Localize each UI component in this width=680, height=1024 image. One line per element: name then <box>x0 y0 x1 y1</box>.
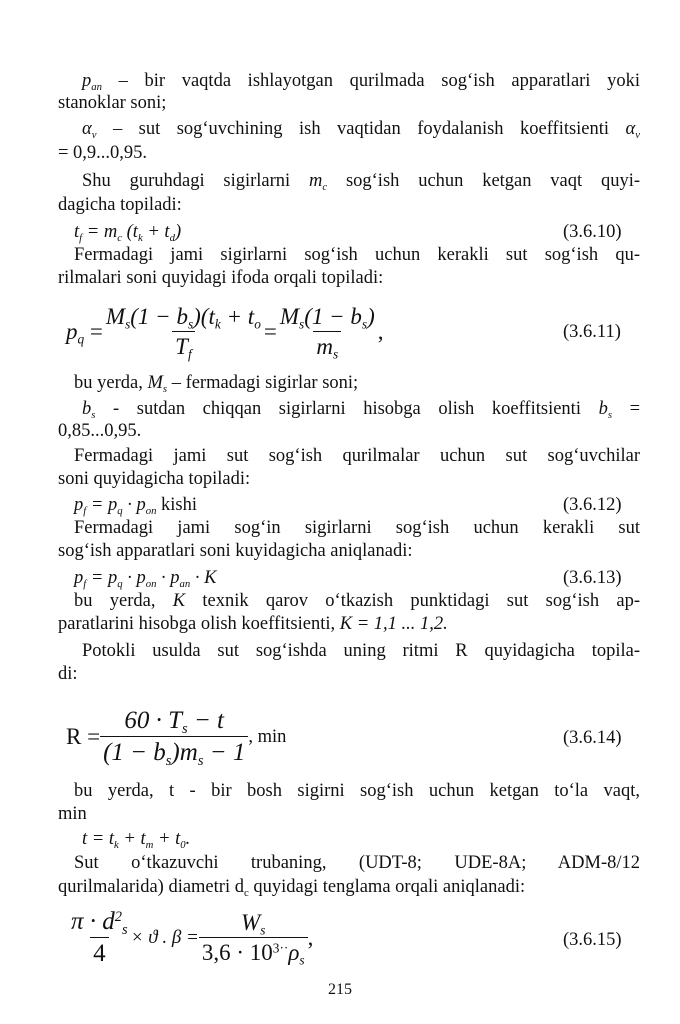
symbol: ρ <box>288 940 300 965</box>
text-line <box>82 70 640 92</box>
symbol: (t <box>122 222 138 242</box>
symbol: + t <box>142 222 170 242</box>
symbol: 3,6 · 10 <box>201 940 273 965</box>
symbol: t = t <box>82 829 115 849</box>
subscript: s <box>122 922 128 939</box>
symbol: · K <box>190 568 217 588</box>
equation-3-6-10 <box>74 221 640 243</box>
symbol: · p <box>122 495 146 515</box>
subscript: s <box>607 408 612 421</box>
subscript: s <box>182 721 188 738</box>
equation-number: (3.6.11) <box>563 322 621 342</box>
symbol: M <box>147 373 163 393</box>
subscript: f <box>79 231 83 244</box>
operator: = <box>84 319 103 344</box>
text: – bir vaqtda ishlayotgan qurilmada sog‘ish apparatlari yoki <box>101 71 640 91</box>
equation-number: (3.6.13) <box>563 568 622 588</box>
symbol: π · d <box>71 908 115 935</box>
subscript: q <box>117 504 123 517</box>
text: Shu guruhdagi sigirlarni <box>82 171 309 191</box>
text: bu yerda, <box>74 373 148 393</box>
text-line: min <box>58 804 87 824</box>
symbol: b <box>598 399 608 419</box>
symbol: + t <box>220 304 255 329</box>
symbol: (1 − b <box>304 304 362 329</box>
denominator: 4 <box>90 937 109 968</box>
subscript: d <box>169 231 175 244</box>
symbol: (1 − b <box>103 739 166 766</box>
symbol: − 1 <box>203 739 246 766</box>
subscript: an <box>179 577 191 590</box>
subscript: on <box>145 577 157 590</box>
equation-number: (3.6.12) <box>563 495 622 515</box>
symbol: α <box>625 119 636 139</box>
symbol: R = <box>66 724 101 749</box>
subscript: m <box>145 838 154 851</box>
subscript: s <box>333 346 339 362</box>
text-line: dagicha topiladi: <box>58 195 182 215</box>
subscript: f <box>83 577 87 590</box>
fraction <box>68 908 131 968</box>
subscript: c <box>243 886 249 899</box>
text: texnik qarov o‘tkazish punktidagi sut sog‘ish ap- <box>185 591 640 611</box>
subscript: s <box>91 408 96 421</box>
symbol: T <box>175 334 188 359</box>
subscript: an <box>91 80 102 93</box>
symbol: t <box>74 222 80 242</box>
equation-number: (3.6.10) <box>563 222 622 242</box>
superscript: 2 <box>114 909 123 926</box>
symbol: m <box>316 334 334 359</box>
denominator <box>199 937 308 966</box>
text: - sutdan chiqqan sigirlarni hisobga olish koeffitsienti <box>95 399 599 419</box>
subscript: s <box>125 316 131 332</box>
equation-3-6-15 <box>68 902 313 974</box>
symbol: · p <box>122 568 146 588</box>
symbol: p <box>74 495 84 515</box>
text: quyidagi tenglama orqali aniqlanadi: <box>248 877 526 897</box>
fraction <box>199 910 308 966</box>
subscript: s <box>165 753 172 770</box>
numerator <box>277 304 378 331</box>
symbol: K <box>172 591 186 611</box>
text: qurilmalarida) diametri d <box>58 877 244 897</box>
text: kishi <box>156 495 198 515</box>
punctuation: , <box>307 925 314 950</box>
symbol: α <box>82 119 92 139</box>
subscript: s <box>187 316 194 332</box>
numerator <box>103 304 264 331</box>
text-line: Fermadagi jami sut sog‘ish qurilmalar uchun sut sog‘uvchilar <box>74 446 640 466</box>
text-line: Potokli usulda sut sog‘ishda uning ritmi R quyidagicha topila- <box>82 641 640 661</box>
equation-3-6-11 <box>66 296 384 368</box>
symbol: . <box>185 829 191 849</box>
subscript: s <box>260 922 266 938</box>
numerator <box>238 910 268 937</box>
subscript: f <box>83 504 87 517</box>
symbol: M <box>105 304 126 329</box>
symbol: + t <box>153 829 181 849</box>
symbol: = p <box>86 495 118 515</box>
superscript: 3·· <box>272 940 289 956</box>
symbol: b <box>82 399 92 419</box>
symbol: − t <box>187 707 225 734</box>
subscript: k <box>137 231 143 244</box>
subscript: q <box>77 331 85 347</box>
text-line <box>58 876 640 898</box>
text-line <box>82 118 640 140</box>
subscript: 0 <box>180 838 186 851</box>
symbol: · p <box>156 568 180 588</box>
equation-3-6-12 <box>74 494 640 516</box>
equation-t <box>82 828 648 850</box>
text-line <box>82 170 640 192</box>
subscript: f <box>187 346 192 362</box>
symbol: )m <box>171 739 198 766</box>
symbol: )(t <box>193 304 215 329</box>
subscript: on <box>145 504 157 517</box>
subscript: k <box>214 316 221 332</box>
subscript: s <box>299 316 305 332</box>
subscript: v <box>91 128 97 141</box>
symbol: p <box>82 71 92 91</box>
symbol: = m <box>82 222 118 242</box>
subscript: s <box>361 316 368 332</box>
symbol: = p <box>86 568 118 588</box>
symbol: ) <box>174 222 182 242</box>
fraction <box>100 707 248 770</box>
text: – sut sog‘uvchining ish vaqtidan foydalanish koeffitsienti <box>96 119 626 139</box>
subscript: q <box>117 577 123 590</box>
subscript: v <box>635 128 640 141</box>
text-line <box>74 372 640 394</box>
text: sog‘ish uchun ketgan vaqt quyi- <box>327 171 641 191</box>
subscript: k <box>114 838 119 851</box>
symbol: m <box>309 171 323 191</box>
equation-3-6-14 <box>66 696 286 778</box>
fraction <box>103 304 264 360</box>
text-line: Fermadagi jami sog‘in sigirlarni sog‘ish uchun kerakli sut <box>74 518 640 538</box>
numerator <box>68 908 131 937</box>
symbol: p <box>74 568 84 588</box>
text: – fermadagi sigirlar soni; <box>167 373 359 393</box>
subscript: c <box>117 231 122 244</box>
operator: = <box>263 319 277 344</box>
text-line: Sut o‘tkazuvchi trubaning, (UDT-8; UDE-8A; ADM-8/12 <box>74 853 640 873</box>
text-line: bu yerda, t - bir bosh sigirni sog‘ish uchun ketgan to‘la vaqt, <box>74 781 640 801</box>
text: paratlarini hisobga olish koeffitsienti, <box>58 614 340 634</box>
denominator <box>172 331 195 360</box>
text-line <box>58 613 640 635</box>
denominator <box>313 331 341 360</box>
punctuation: , <box>377 319 384 344</box>
equation-number: (3.6.14) <box>563 728 622 748</box>
subscript: s <box>197 753 204 770</box>
denominator <box>100 736 248 770</box>
subscript: c <box>322 180 328 193</box>
fraction <box>277 304 378 360</box>
numerator <box>121 707 227 736</box>
symbol: K = 1,1 ... 1,2. <box>339 614 448 634</box>
symbol: × ϑ . β = <box>130 927 199 948</box>
subscript: s <box>162 382 168 395</box>
symbol: 60 · T <box>124 707 183 734</box>
text-line: stanoklar soni; <box>58 93 167 113</box>
text-line: rilmalari soni quyidagi ifoda orqali topiladi: <box>58 268 384 288</box>
unit: , min <box>248 726 287 747</box>
text-line: = 0,9...0,95. <box>58 143 148 163</box>
text-line: 0,85...0,95. <box>58 421 142 441</box>
equation-number: (3.6.15) <box>563 930 622 950</box>
text: = <box>611 399 641 419</box>
text-line: sog‘ish apparatlari soni kuyidagicha aniqlanadi: <box>58 541 413 561</box>
symbol: M <box>279 304 300 329</box>
text-line: di: <box>58 664 78 684</box>
text-line <box>82 398 640 420</box>
subscript: o <box>254 316 261 332</box>
text-line: soni quyidagicha topiladi: <box>58 469 251 489</box>
page-number: 215 <box>328 981 352 998</box>
text: bu yerda, <box>74 591 173 611</box>
subscript: s <box>299 952 305 968</box>
symbol: ) <box>367 304 375 329</box>
symbol: W <box>241 910 261 935</box>
symbol: p <box>66 319 78 344</box>
symbol: + t <box>118 829 146 849</box>
symbol: (1 − b <box>130 304 188 329</box>
text-line: Fermadagi jami sigirlarni sog‘ish uchun kerakli sut sog‘ish qu- <box>74 245 640 265</box>
text-line <box>74 590 640 612</box>
equation-3-6-13 <box>74 567 640 589</box>
